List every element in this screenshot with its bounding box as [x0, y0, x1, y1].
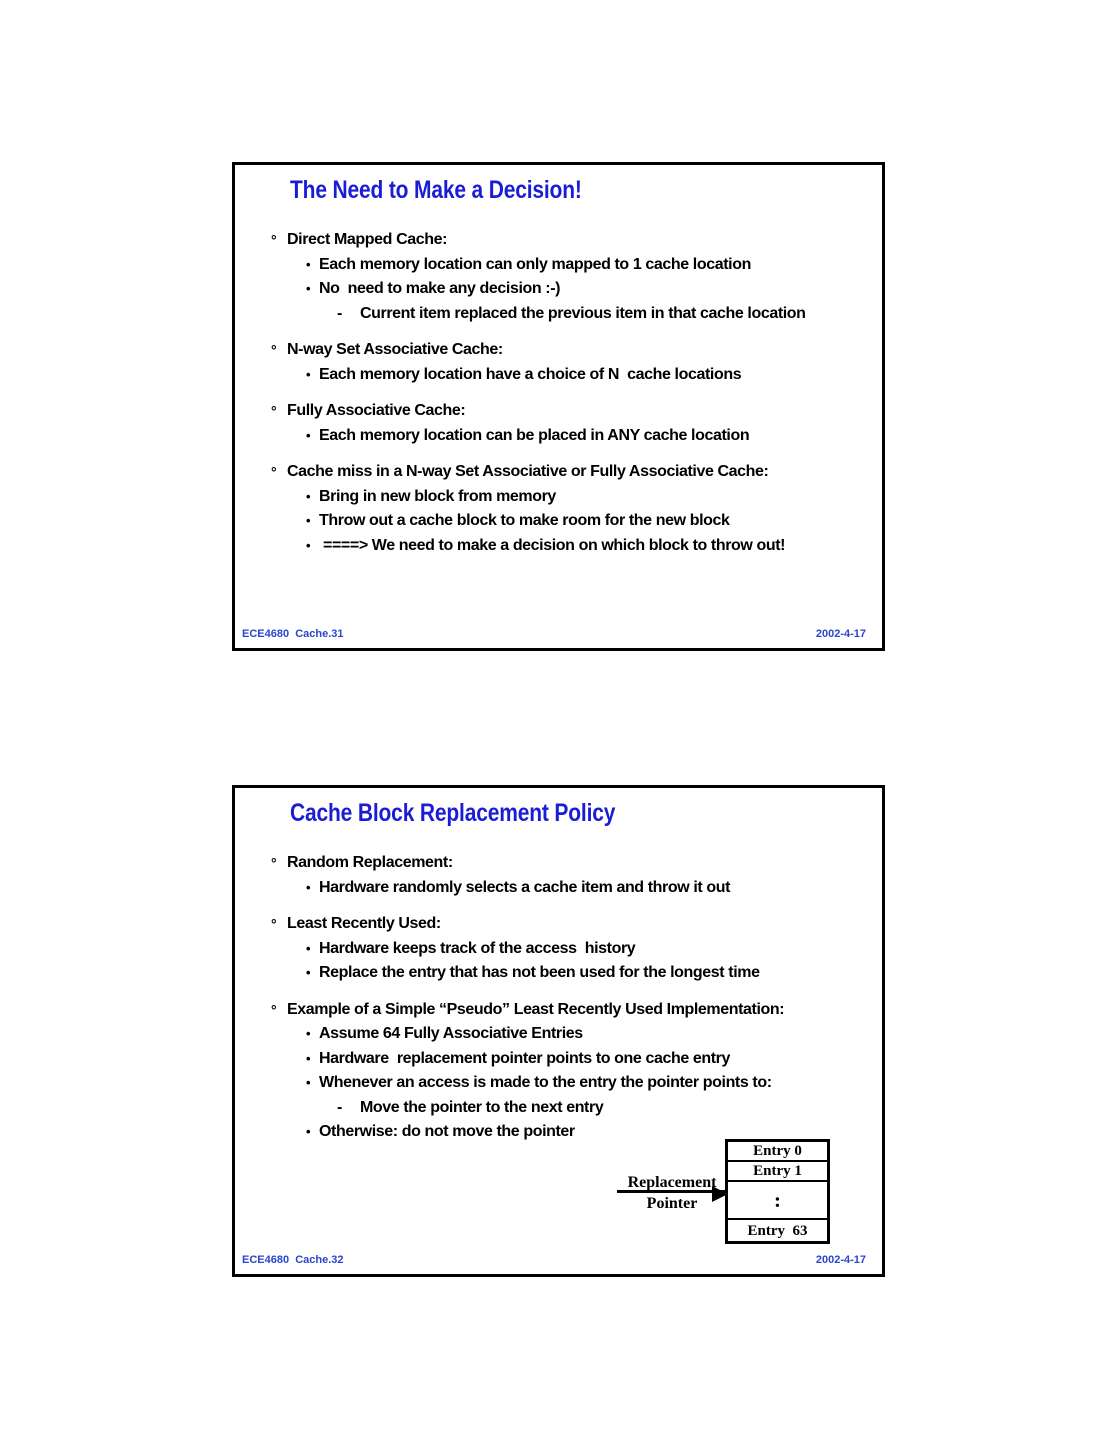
bullet-text: Fully Associative Cache: [287, 402, 466, 419]
bullet-line [235, 1071, 882, 1096]
bullet-text: Whenever an access is made to the entry the pointer points to: [319, 1074, 772, 1091]
bullet-text: Otherwise: do not move the pointer [319, 1123, 575, 1140]
bullet-dot-icon: • [306, 879, 311, 895]
bullet-line [235, 876, 882, 901]
bullet-line [235, 1096, 882, 1121]
bullet-dot-icon: • [306, 366, 311, 382]
bullet-text: Least Recently Used: [287, 915, 441, 932]
bullet-text: Move the pointer to the next entry [360, 1098, 604, 1116]
bullet-line [235, 509, 882, 534]
bullet-line [235, 399, 882, 424]
entry-row: Entry 1 [728, 1160, 827, 1180]
bullet-text: Replace the entry that has not been used for the longest time [319, 964, 760, 981]
bullet-dot-icon: • [306, 1075, 311, 1090]
bullet-line [235, 912, 882, 937]
entry-row: Entry 63 [728, 1218, 827, 1241]
bullet-line [235, 338, 882, 363]
bullet-degree-icon: ° [271, 342, 277, 358]
bullet-line [235, 228, 882, 253]
bullet-dot-icon: • [306, 1026, 311, 1041]
bullet-degree-icon: ° [271, 916, 277, 932]
bullet-degree-icon: ° [271, 232, 277, 248]
bullet-line [235, 1022, 882, 1047]
bullet-text: Each memory location have a choice of N cache locations [319, 365, 742, 383]
bullet-text: Current item replaced the previous item in that cache location [360, 304, 806, 322]
slide-1 [232, 162, 885, 651]
bullet-line [235, 937, 882, 962]
bullet-text: ====> We need to make a decision on which block to throw out! [319, 536, 786, 554]
bullet-dot-icon: • [306, 1124, 311, 1139]
slide-1-title: The Need to Make a Decision! [290, 176, 582, 204]
bullet-line [235, 253, 882, 278]
bullet-degree-icon: ° [271, 855, 277, 871]
bullet-line [235, 363, 882, 388]
bullet-line [235, 277, 882, 302]
pointer-label-line1: Replacement [617, 1175, 727, 1193]
bullet-line [235, 1047, 882, 1072]
bullet-dot-icon: • [306, 256, 311, 272]
bullet-dot-icon: • [306, 940, 311, 956]
bullet-dash-icon: - [337, 1098, 342, 1116]
bullet-text: Hardware randomly selects a cache item and throw it out [319, 878, 731, 896]
bullet-dot-icon: • [306, 281, 311, 296]
bullet-dot-icon: • [306, 488, 311, 504]
bullet-line [235, 424, 882, 449]
bullet-dot-icon: • [306, 1050, 311, 1066]
bullet-dot-icon: • [306, 427, 311, 443]
slide-2-footer-date: 2002-4-17 [815, 1254, 866, 1266]
bullet-degree-icon: ° [271, 1001, 277, 1018]
bullet-text: Cache miss in a N-way Set Associative or Fully Associative Cache: [287, 463, 769, 480]
bullet-text: Each memory location can be placed in ANY cache location [319, 426, 750, 444]
bullet-dot-icon: • [306, 537, 311, 553]
slide-2-content [235, 788, 882, 1145]
bullet-dot-icon: • [306, 513, 311, 528]
bullet-text: No need to make any decision :-) [319, 280, 561, 297]
bullet-line [235, 998, 882, 1023]
bullet-text: Hardware keeps track of the access history [319, 939, 636, 957]
bullet-degree-icon: ° [271, 464, 277, 480]
bullet-dot-icon: • [306, 965, 311, 980]
bullet-line [235, 851, 882, 876]
bullet-line [235, 460, 882, 485]
bullet-text: N-way Set Associative Cache: [287, 341, 503, 358]
slide-1-footer-id: ECE4680 Cache.31 [242, 628, 344, 640]
pointer-label-line2: Pointer [646, 1195, 698, 1212]
bullet-text: Direct Mapped Cache: [287, 231, 448, 248]
bullet-line [235, 302, 882, 327]
bullet-text: Random Replacement: [287, 854, 453, 871]
bullet-line [235, 534, 882, 559]
bullet-line [235, 485, 882, 510]
slide-1-content [235, 165, 882, 558]
bullet-text: Hardware replacement pointer points to one cache entry [319, 1049, 731, 1067]
bullet-degree-icon: ° [271, 403, 277, 419]
entry-row: Entry 0 [753, 1143, 802, 1159]
entry-table [725, 1139, 830, 1244]
slide-1-footer-date: 2002-4-17 [815, 628, 866, 640]
replacement-pointer-label [617, 1175, 727, 1213]
bullet-dash-icon: - [337, 304, 342, 322]
entry-row-ellipsis: : [728, 1180, 827, 1218]
bullet-text: Throw out a cache block to make room for the new block [319, 512, 730, 529]
bullet-text: Example of a Simple “Pseudo” Least Recently Used Implementation: [287, 1000, 785, 1018]
slide-2-footer-id: ECE4680 Cache.32 [242, 1254, 344, 1266]
bullet-text: Bring in new block from memory [319, 487, 556, 505]
slide-2-title: Cache Block Replacement Policy [290, 799, 616, 827]
bullet-text: Each memory location can only mapped to 1 cache location [319, 255, 751, 273]
bullet-text: Assume 64 Fully Associative Entries [319, 1025, 583, 1042]
bullet-line [235, 961, 882, 986]
slide-2 [232, 785, 885, 1277]
